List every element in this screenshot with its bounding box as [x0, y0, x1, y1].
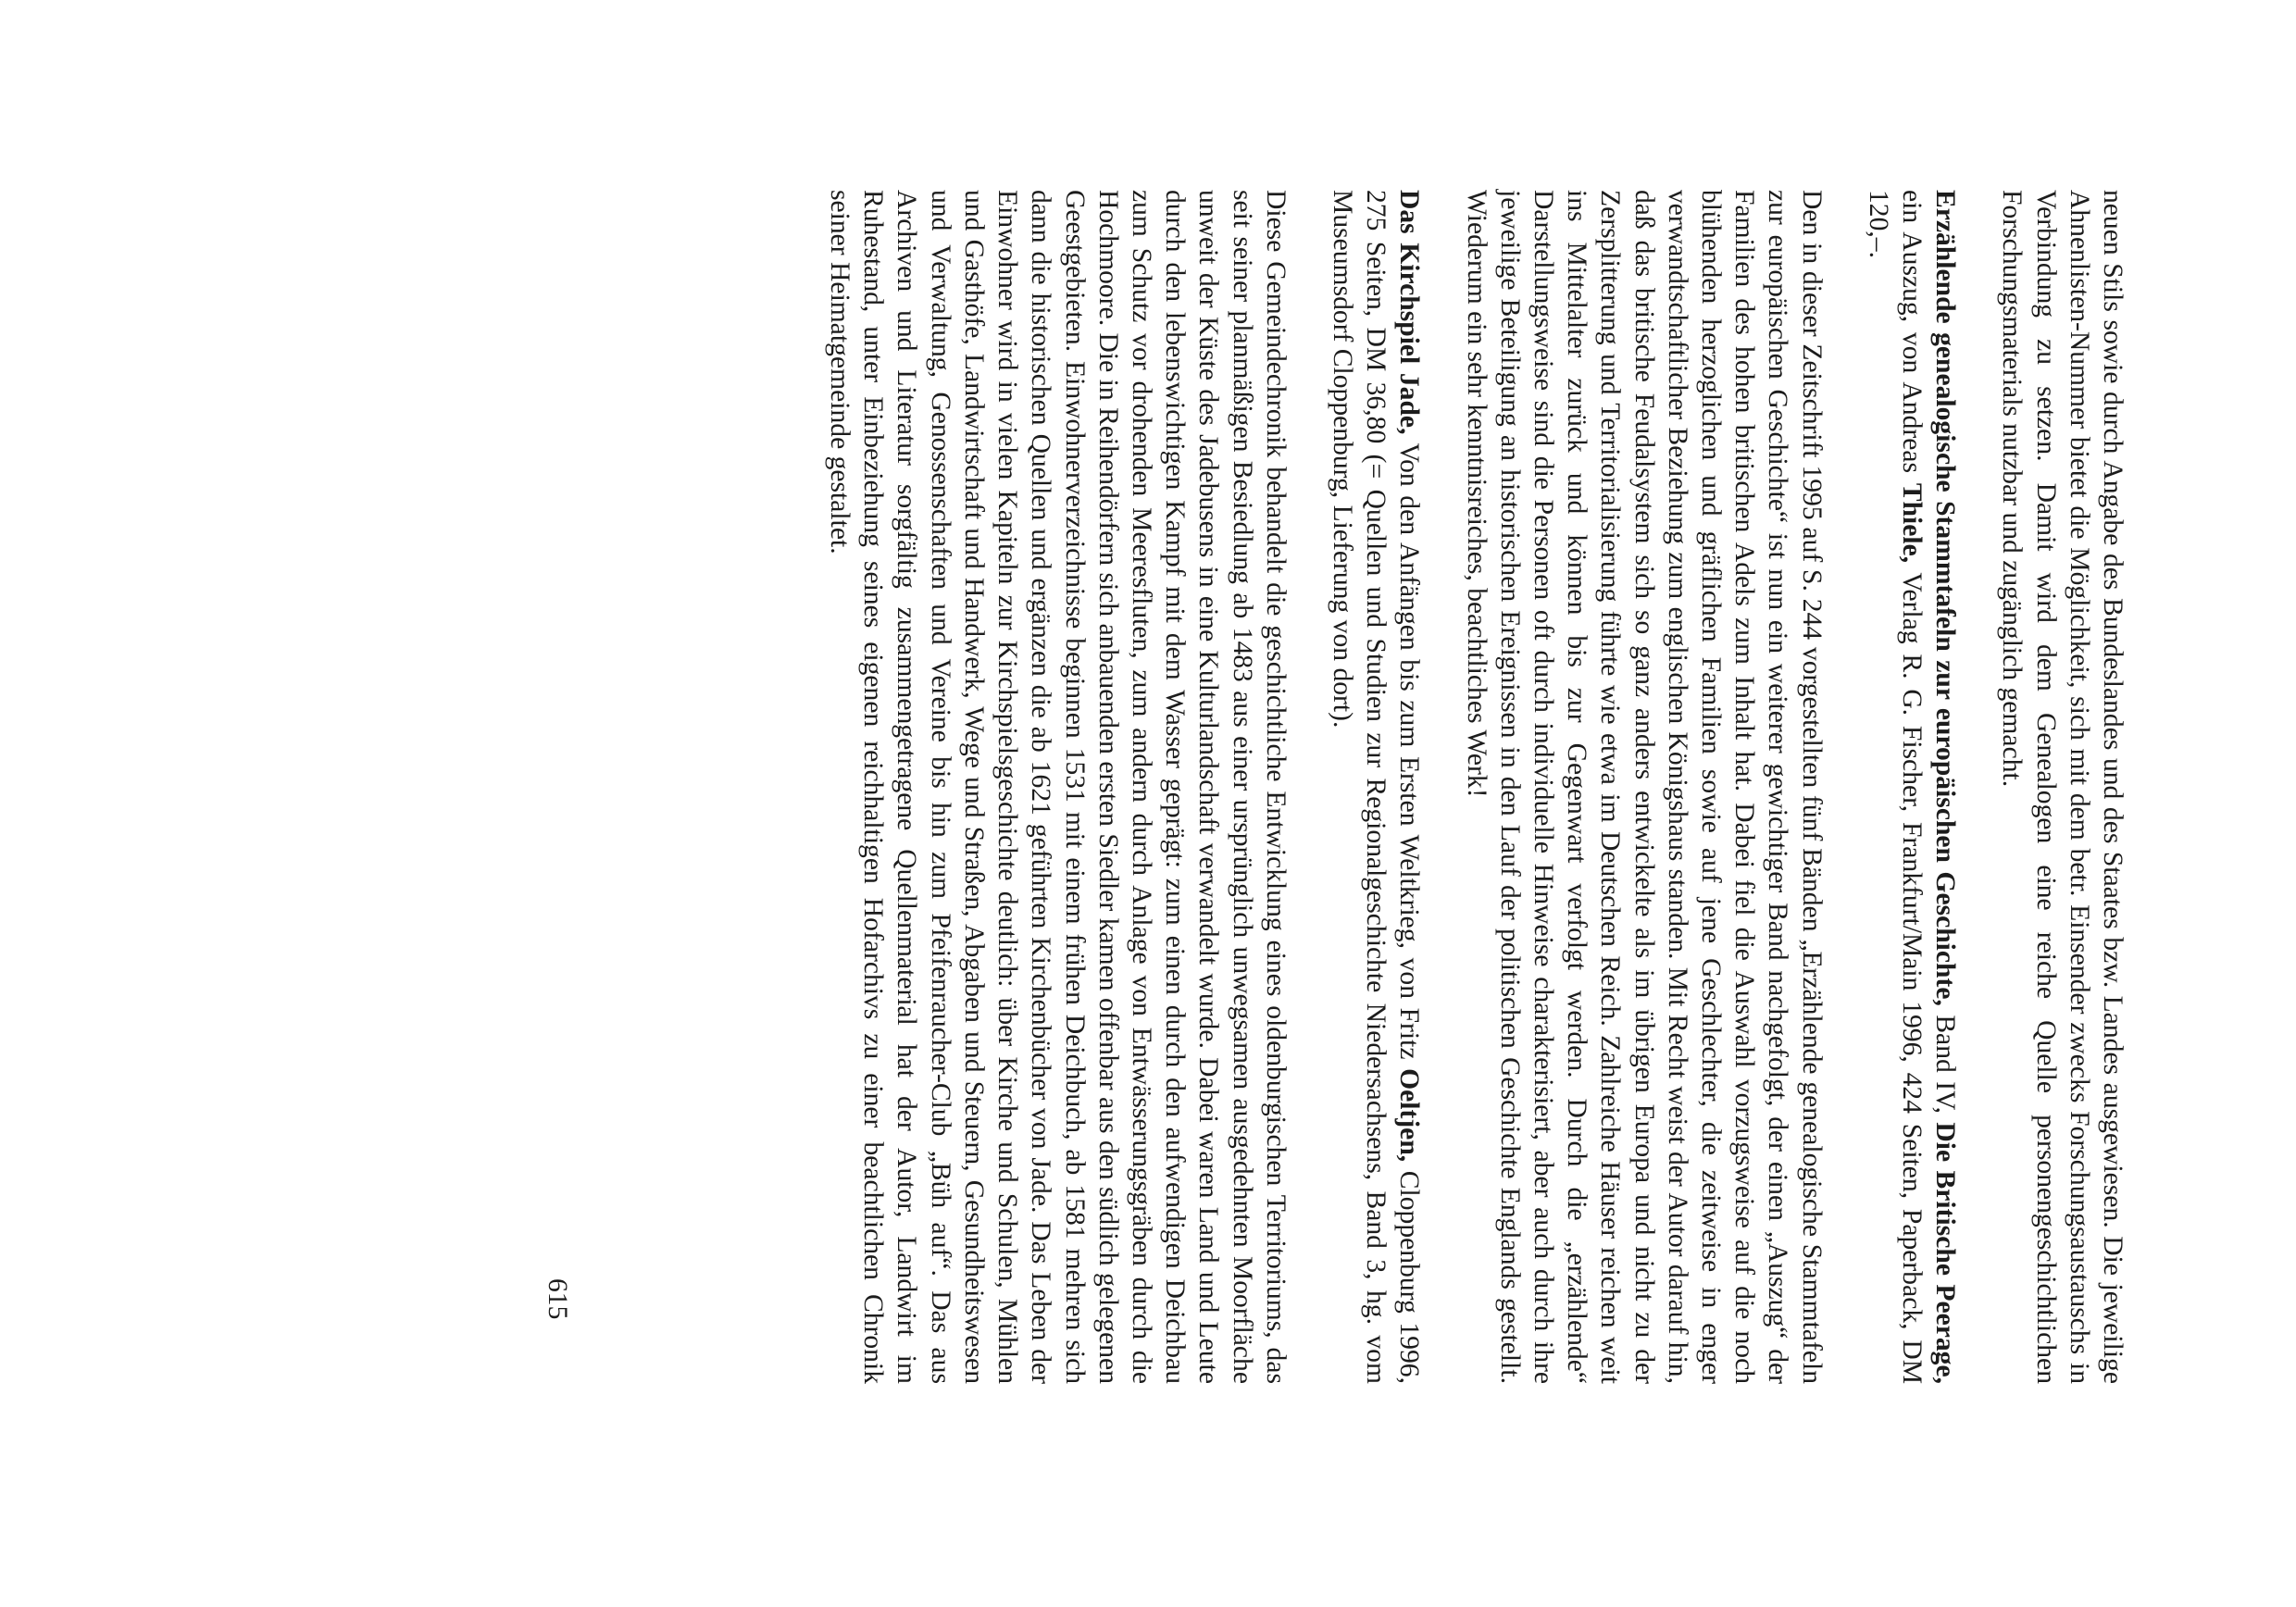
book-title: Erzählende genealogische Stammtafeln zur europäischen Geschichte,	[1930, 190, 1961, 1006]
book-publication: Von den Anfängen bis zum Ersten Weltkrieg, von Fritz	[1394, 434, 1425, 1069]
paragraph-gap	[1962, 190, 1995, 1384]
page-number: 615	[543, 1278, 572, 1320]
review-body-stammtafeln: Den in dieser Zeitschrift 1995 auf S. 244 vorgestellten fünf Bänden „Erzählende genealogische Stammtafeln zur europäischen Geschichte“ ist nun ein weiterer gewichtiger Band nachgefolgt, der einen „Auszug“ der Familien des hohen britischen Adels zum Inhalt hat. Dabei fiel die Auswahl vorzugsweise auf die noch blühenden herzoglichen und gräflichen Familien sowie auf jene Geschlechter, die zeitweise in enger verwandtschaftlicher Beziehung zum englischen Königshaus standen. Mit Recht weist der Autor darauf hin, daß das britische Feudalsystem sich so ganz anders entwickelte als im übrigen Europa und nicht zu der Zersplitterung und Territorialisierung führte wie etwa im Deutschen Reich. Zahlreiche Häuser reichen weit ins Mittelalter zurück und können bis zur Gegenwart verfolgt werden. Durch die „erzählende“ Darstellungsweise sind die Personen oft durch individuelle Hinweise charakterisiert, aber auch durch ihre jeweilige Beteiligung an historischen Ereignissen in den Lauf der politischen Geschichte Englands gestellt. Wiederum ein sehr kenntnisreiches, beachtliches Werk!	[1461, 190, 1827, 1384]
review-heading-jade	[1326, 190, 1427, 1384]
book-subtitle: Die Britische Peerage,	[1930, 1122, 1961, 1384]
book-by: ein Auszug, von Andreas	[1896, 190, 1927, 483]
text-column	[823, 190, 2129, 1384]
book-title: Das Kirchspiel Jade,	[1394, 190, 1425, 435]
review-body-jade: Diese Gemeindechronik behandelt die geschichtliche Entwicklung eines oldenburgischen Territoriums, das seit seiner planmäßigen Besiedlung ab 1483 aus einer ursprünglich unwegsamen ausgedehnten Moorfläche unweit der Küste des Jadebusens in eine Kulturlandschaft verwandelt wurde. Dabei waren Land und Leute durch den lebenswichtigen Kampf mit dem Wasser geprägt: zum einen durch den aufwendigen Deichbau zum Schutz vor drohenden Meeresfluten, zum andern durch Anlage von Entwässerungsgräben durch die Hochmoore. Die in Reihendörfern sich anbauenden ersten Siedler kamen offenbar aus den südlich gelegenen Geestgebieten. Einwohnerverzeichnisse beginnen 1531 mit einem frühen Deichbuch, ab 1581 mehren sich dann die historischen Quellen und ergänzen die ab 1621 geführten Kirchenbücher von Jade. Das Leben der Einwohner wird in vielen Kapiteln zur Kirchspielsgeschichte deutlich: über Kirche und Schulen, Mühlen und Gasthöfe, Landwirtschaft und Handwerk, Wege und Straßen, Abgaben und Steuern, Gesundheitswesen und Verwaltung, Genossenschaften und Vereine bis hin zum Pfeifenraucher-Club „Büh auf“. Das aus Archiven und Literatur sorgfältig zusammengetragene Quellenmaterial hat der Autor, Landwirt im Ruhestand, unter Einbeziehung seines eigenen reichhaltigen Hofarchivs zu einer beachtlichen Chronik seiner Heimatgemeinde gestaltet.	[825, 190, 1291, 1384]
book-publication: Verlag R. G. Fischer, Frankfurt/Main 1996, 424 Seiten, Paperback, DM 120,–.	[1863, 190, 1927, 1385]
book-volume: Band IV,	[1930, 1005, 1961, 1123]
book-publication: Cloppenburg 1996, 275 Seiten, DM 36,80 (= Quellen und Studien zur Regionalgeschichte Niedersachsens, Band 3, hg. vom Museumsdorf Cloppenburg, Lieferung von dort).	[1327, 190, 1425, 1384]
paragraph-gap	[1426, 190, 1459, 1384]
paragraph-gap	[1828, 190, 1862, 1384]
review-heading-stammtafeln	[1862, 190, 1963, 1384]
book-author: Oeltjen,	[1394, 1068, 1425, 1163]
book-author: Thiele,	[1896, 482, 1927, 564]
paragraph-gap	[1292, 190, 1326, 1384]
rotated-page	[370, 190, 2129, 1384]
intro-paragraph: neuen Stils sowie durch Angabe des Bundeslandes und des Staates bzw. Landes ausgewiesen. Die jeweilige Ahnenlisten-Nummer bietet die Möglichkeit, sich mit dem betr. Einsender zwecks Forschungsaustauschs in Verbindung zu setzen. Damit wird dem Genealogen eine reiche Quelle personengeschichtlichen Forschungsmaterials nutzbar und zugänglich gemacht.	[1997, 190, 2128, 1384]
